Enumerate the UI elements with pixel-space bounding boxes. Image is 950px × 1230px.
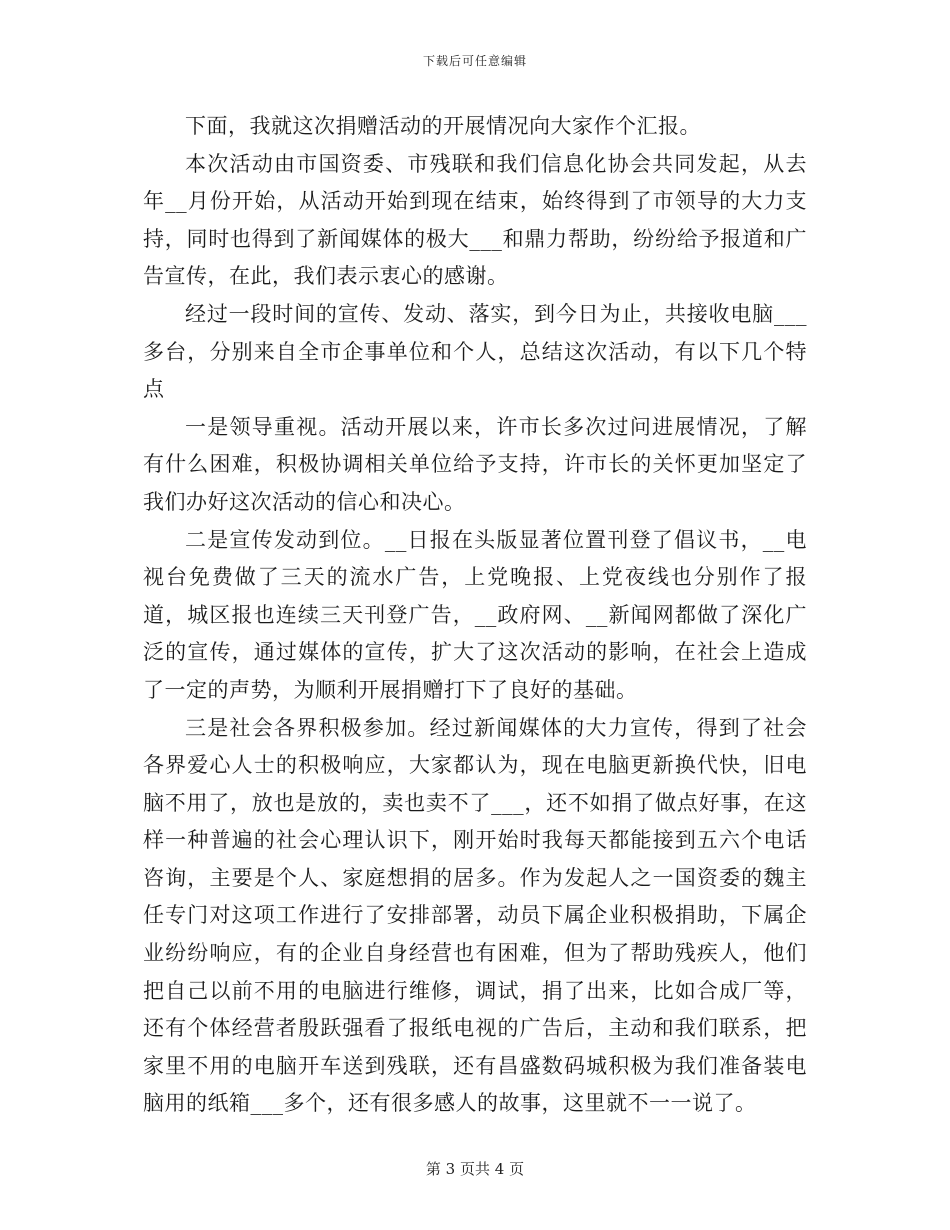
page-number: 第 3 页共 4 页 — [425, 1160, 525, 1178]
paragraph-point-participation: 三是社会各界积极参加。经过新闻媒体的大力宣传，得到了社会各界爱心人士的积极响应，大家都认为，现在电脑更新换代快，旧电脑不用了，放也是放的，卖也卖不了___，还不如捐了做点好事，在这样一种普遍的社会心理认识下，刚开始时我每天都能接到五六个电话咨询，主要是个人、家庭想捐的居多。作为发起人之一国资委的魏主任专门对这项工作进行了安排部署，动员下属企业积极捐助，下属企业纷纷响应，有的企业自身经营也有困难，但为了帮助残疾人，他们把自己以前不用的电脑进行维修，调试，捐了出来，比如合成厂等，还有个体经营者殷跃强看了报纸电视的广告后，主动和我们联系，把家里不用的电脑开车送到残联，还有昌盛数码城积极为我们准备装电脑用的纸箱___多个，还有很多感人的故事，这里就不一一说了。 — [143, 715, 807, 1116]
paragraph-point-publicity: 二是宣传发动到位。__日报在头版显著位置刊登了倡议书，__电视台免费做了三天的流水广告，上党晚报、上党夜线也分别作了报道，城区报也连续三天刊登广告，__政府网、__新闻网都做了深化广泛的宣传，通过媒体的宣传，扩大了这次活动的影响，在社会上造成了一定的声势，为顺利开展捐赠打下了良好的基础。 — [143, 527, 807, 702]
paragraph-activity-origin: 本次活动由市国资委、市残联和我们信息化协会共同发起，从去年__月份开始，从活动开始到现在结束，始终得到了市领导的大力支持，同时也得到了新闻媒体的极大___和鼎力帮助，纷纷给予报道和广告宣传，在此，我们表示衷心的感谢。 — [143, 151, 807, 289]
paragraph-point-leadership: 一是领导重视。活动开展以来，许市长多次过问进展情况，了解有什么困难，积极协调相关单位给予支持，许市长的关怀更加坚定了我们办好这次活动的信心和决心。 — [143, 414, 807, 514]
document-body — [143, 108, 807, 1123]
page-header-note: 下载后可任意编辑 — [422, 54, 527, 68]
paragraph-summary: 经过一段时间的宣传、发动、落实，到今日为止，共接收电脑___多台，分别来自全市企事单位和个人，总结这次活动，有以下几个特点 — [143, 301, 807, 402]
paragraph-intro: 下面，我就这次捐赠活动的开展情况向大家作个汇报。 — [185, 114, 701, 138]
